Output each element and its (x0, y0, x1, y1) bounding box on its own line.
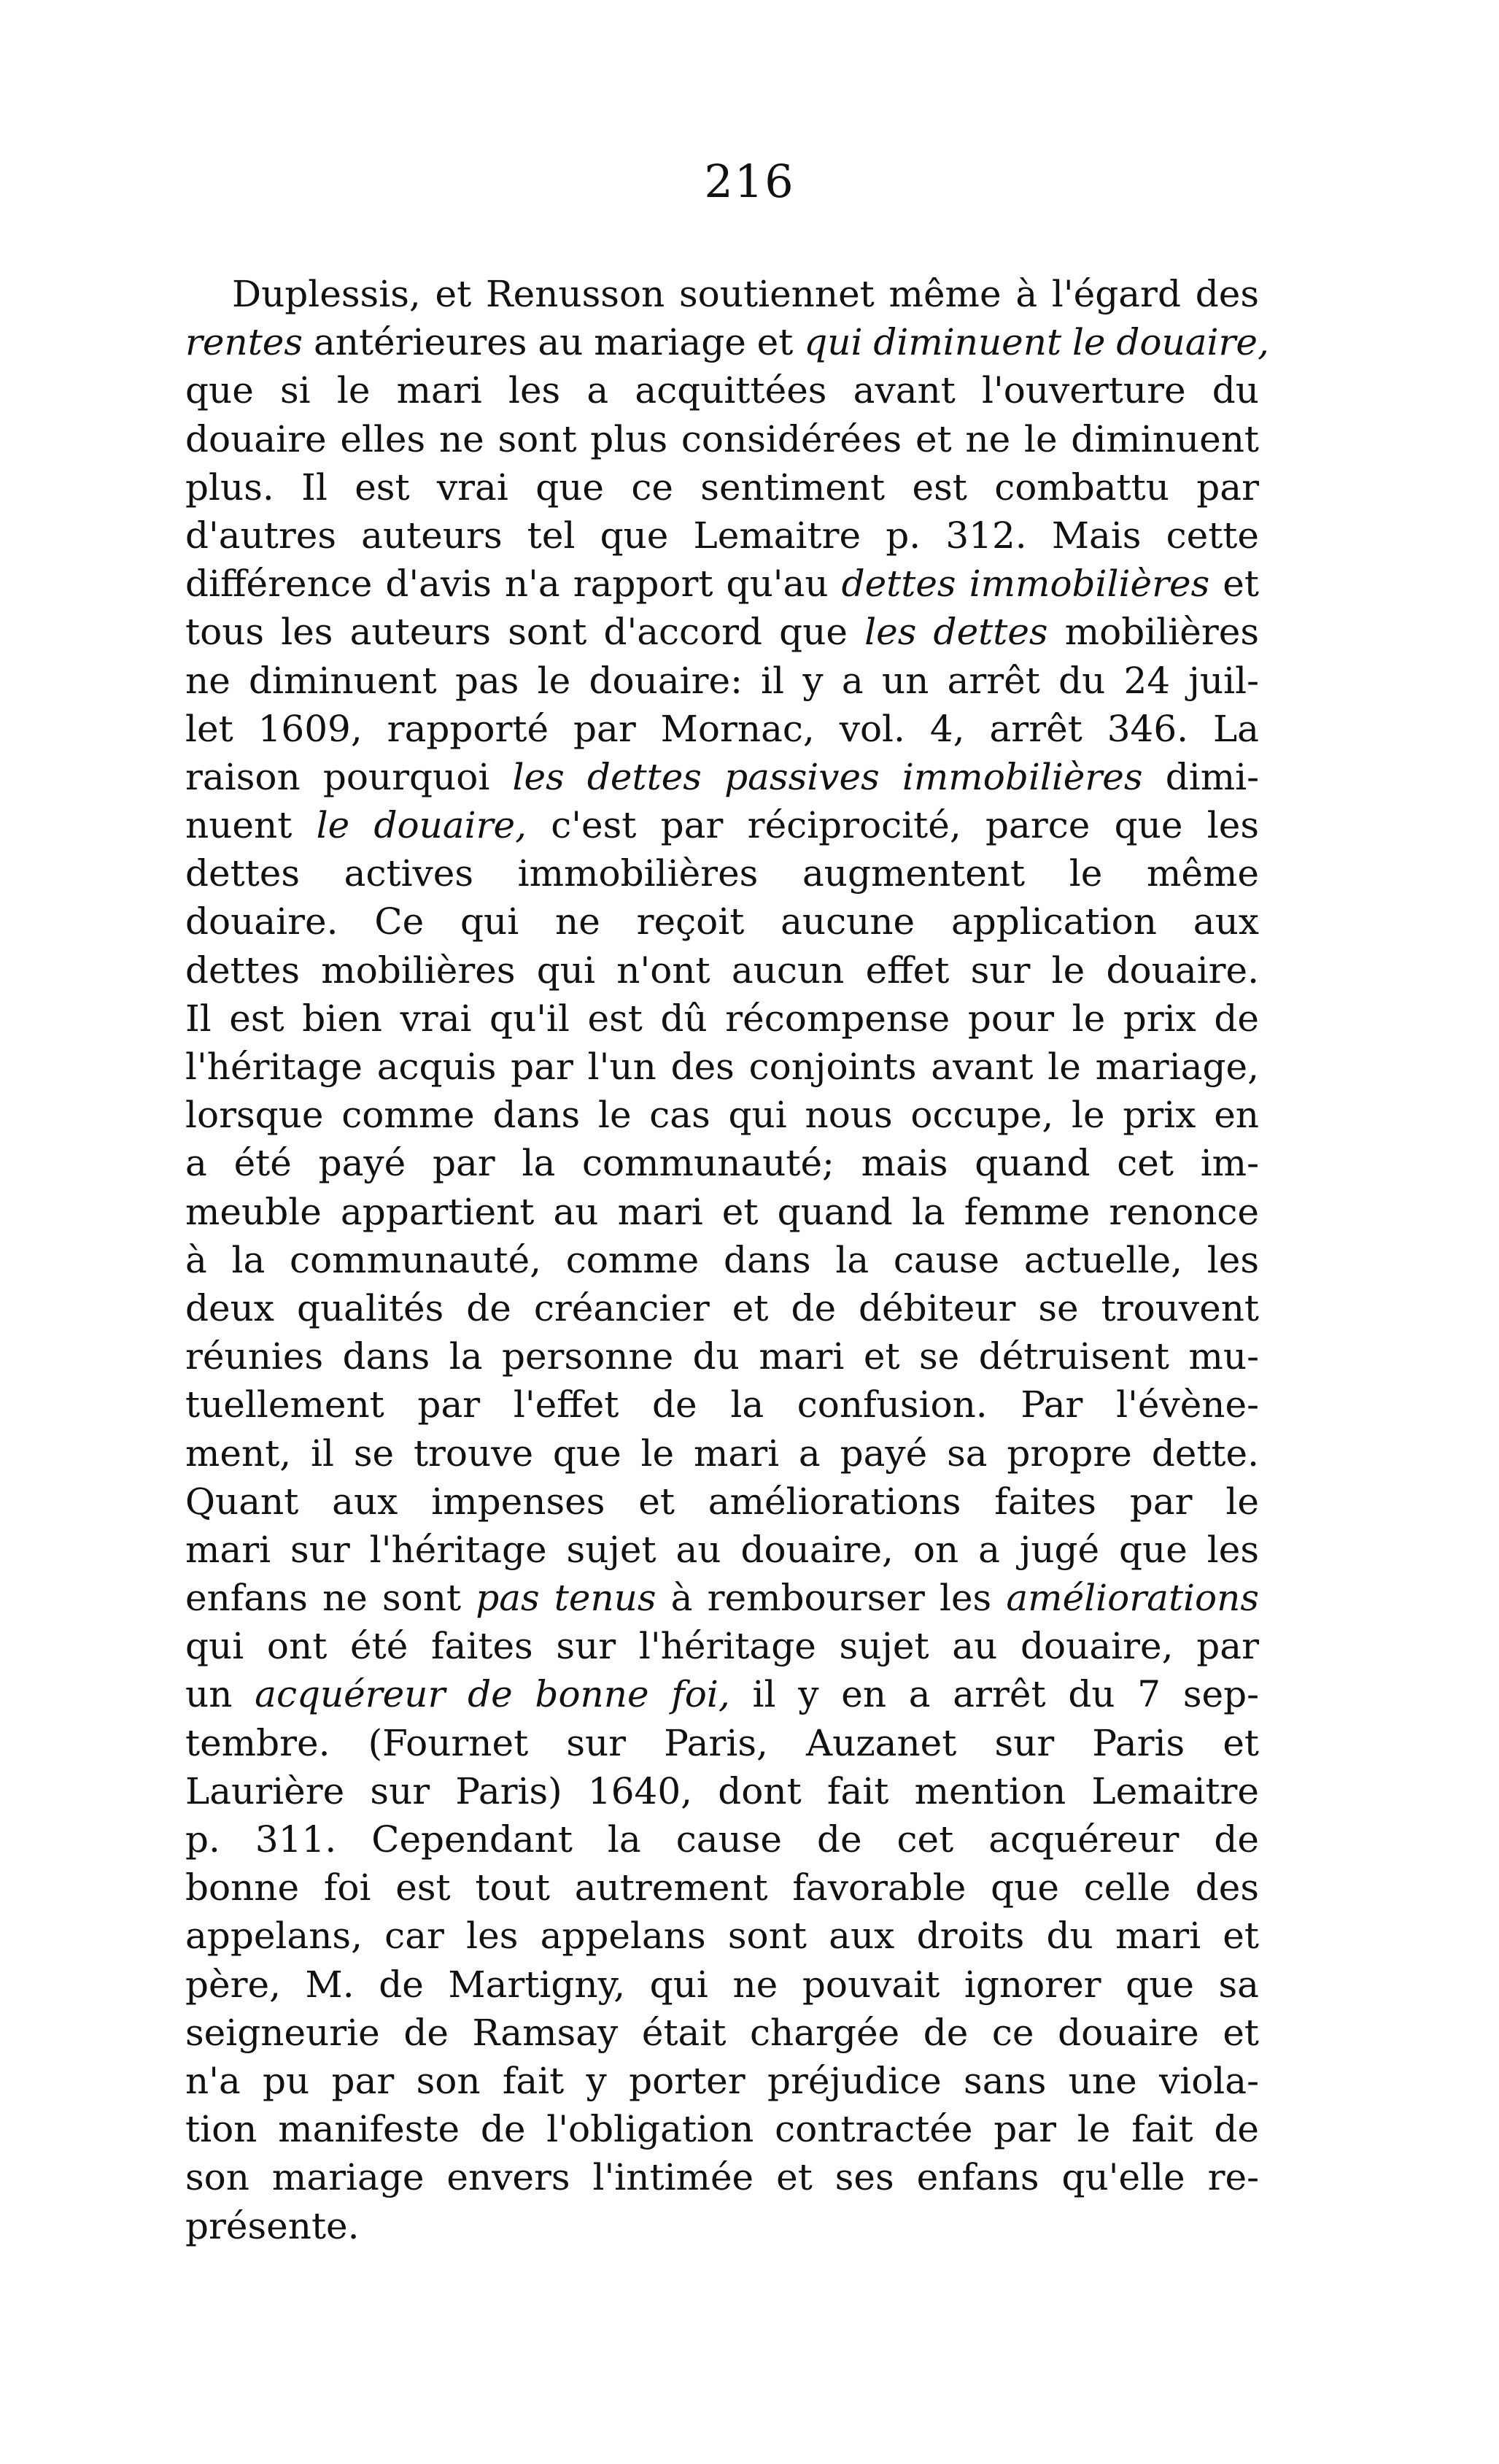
text-run: à rembourser les (656, 1577, 1007, 1620)
text-run: son mariage envers l'intimée et ses enfans qu'elle re- (185, 2156, 1259, 2199)
text-line (185, 1380, 1259, 1429)
italic-run: acquéreur de bonne foi, (255, 1673, 730, 1716)
text-run: dettes actives immobilières augmentent le même (185, 852, 1259, 895)
text-run: raison pourquoi (185, 755, 513, 798)
text-line (185, 415, 1259, 463)
italic-run: améliorations (1006, 1577, 1259, 1620)
text-run: ne diminuent pas le douaire: il y a un arrêt du 24 juil- (185, 659, 1259, 702)
text-line (185, 1526, 1259, 1574)
text-run: appelans, car les appelans sont aux droits du mari et (185, 1915, 1259, 1958)
text-line (185, 1139, 1259, 1187)
text-line (185, 511, 1259, 560)
italic-run: dettes immobilières (841, 563, 1210, 606)
text-line (185, 897, 1259, 946)
text-line (185, 1091, 1259, 1139)
text-line (185, 1478, 1259, 1526)
text-run: tuellement par l'effet de la confusion. Par l'évène- (185, 1383, 1259, 1426)
text-run: différence d'avis n'a rapport qu'au (185, 563, 842, 606)
text-line (185, 1719, 1259, 1767)
text-run: let 1609, rapporté par Mornac, vol. 4, arrêt 346. La (185, 707, 1259, 750)
text-run: antérieures au mariage et (303, 321, 805, 364)
text-run: plus. Il est vrai que ce sentiment est combattu par (185, 466, 1259, 509)
text-line (185, 1864, 1259, 1912)
text-run: ment, il se trouve que le mari a payé sa propre dette. (185, 1432, 1259, 1475)
text-line (185, 1622, 1259, 1670)
text-line (185, 560, 1259, 608)
text-run: que si le mari les a acquittées avant l'ouverture du (185, 369, 1259, 412)
text-run: présente. (185, 2204, 360, 2247)
text-run: qui ont été faites sur l'héritage sujet au douaire, par (185, 1625, 1259, 1668)
text-line (185, 1574, 1259, 1622)
text-line (185, 2202, 1259, 2250)
body-text (185, 270, 1269, 2250)
text-line (185, 1670, 1259, 1718)
italic-run: le douaire, (316, 804, 527, 847)
text-line (185, 1961, 1259, 2009)
text-line (185, 318, 1269, 366)
text-run: douaire elles ne sont plus considérées et ne le diminuent (185, 417, 1259, 460)
text-run: Quant aux impenses et améliorations faites par le (185, 1480, 1259, 1523)
text-run: l'héritage acquis par l'un des conjoints avant le mariage, (185, 1046, 1259, 1088)
text-run: il y en a arrêt du 7 sep- (729, 1673, 1259, 1716)
text-run: a été payé par la communauté; mais quand cet im- (185, 1142, 1259, 1185)
text-run: père, M. de Martigny, qui ne pouvait ignorer que sa (185, 1963, 1259, 2006)
text-line (185, 657, 1259, 705)
italic-run: pas tenus (476, 1577, 656, 1620)
text-run: c'est par réciprocité, parce que les (526, 804, 1259, 847)
text-run: tembre. (Fournet sur Paris, Auzanet sur Paris et (185, 1721, 1259, 1764)
text-line (185, 463, 1259, 511)
text-line (185, 1188, 1259, 1236)
text-run: deux qualités de créancier et de débiteur se trouvent (185, 1286, 1259, 1329)
text-line (185, 849, 1259, 897)
text-run: tous les auteurs sont d'accord que (185, 611, 865, 654)
text-line (185, 1332, 1259, 1380)
text-line (185, 1815, 1259, 1864)
text-line (185, 995, 1259, 1043)
text-run: un (185, 1673, 255, 1716)
page-number: 216 (704, 155, 795, 208)
text-line (185, 801, 1259, 849)
text-run: à la communauté, comme dans la cause actuelle, les (185, 1238, 1259, 1281)
text-run: tion manifeste de l'obligation contractée par le fait de (185, 2108, 1259, 2151)
text-line (185, 270, 1259, 318)
text-line (185, 2009, 1259, 2057)
italic-run: qui diminuent le douaire, (804, 321, 1269, 364)
text-line (185, 2153, 1259, 2201)
text-line (185, 1236, 1259, 1284)
text-run: nuent (185, 804, 317, 847)
text-run: n'a pu par son fait y porter préjudice sans une viola- (185, 2059, 1259, 2102)
text-line (185, 2057, 1259, 2105)
text-run: mobilières (1047, 611, 1259, 654)
text-line (185, 1043, 1259, 1091)
text-run: dimi- (1142, 755, 1260, 798)
text-line (185, 1429, 1259, 1478)
text-run: dettes mobilières qui n'ont aucun effet sur le douaire. (185, 949, 1259, 992)
text-line (185, 1767, 1259, 1815)
text-line (185, 2105, 1259, 2153)
italic-run: les dettes (864, 611, 1048, 654)
text-run: meuble appartient au mari et quand la femme renonce (185, 1190, 1259, 1233)
text-run: lorsque comme dans le cas qui nous occupe, le prix en (185, 1094, 1259, 1137)
italic-run: les dettes passives immobilières (512, 755, 1143, 798)
text-run: réunies dans la personne du mari et se détruisent mu- (185, 1335, 1259, 1378)
text-run: seigneurie de Ramsay était chargée de ce douaire et (185, 2011, 1259, 2054)
text-run: Laurière sur Paris) 1640, dont fait mention Lemaitre (185, 1769, 1259, 1812)
text-run: bonne foi est tout autrement favorable que celle des (185, 1866, 1259, 1909)
text-run: Il est bien vrai qu'il est dû récompense pour le prix de (185, 997, 1259, 1040)
text-line (185, 608, 1259, 656)
text-run: mari sur l'héritage sujet au douaire, on a jugé que les (185, 1528, 1259, 1571)
text-line (185, 753, 1259, 801)
text-run: p. 311. Cependant la cause de cet acquéreur de (185, 1818, 1259, 1861)
text-line (185, 1284, 1259, 1332)
text-run: et (1209, 563, 1259, 606)
text-line (185, 366, 1259, 414)
text-line (185, 946, 1259, 995)
text-run: Duplessis, et Renusson soutiennet même à l'égard des (232, 273, 1259, 315)
text-line (185, 1912, 1259, 1960)
text-line (185, 705, 1259, 753)
italic-run: rentes (185, 321, 303, 364)
text-run: d'autres auteurs tel que Lemaitre p. 312. Mais cette (185, 514, 1259, 557)
text-run: douaire. Ce qui ne reçoit aucune application aux (185, 900, 1259, 943)
text-run: enfans ne sont (185, 1577, 476, 1620)
